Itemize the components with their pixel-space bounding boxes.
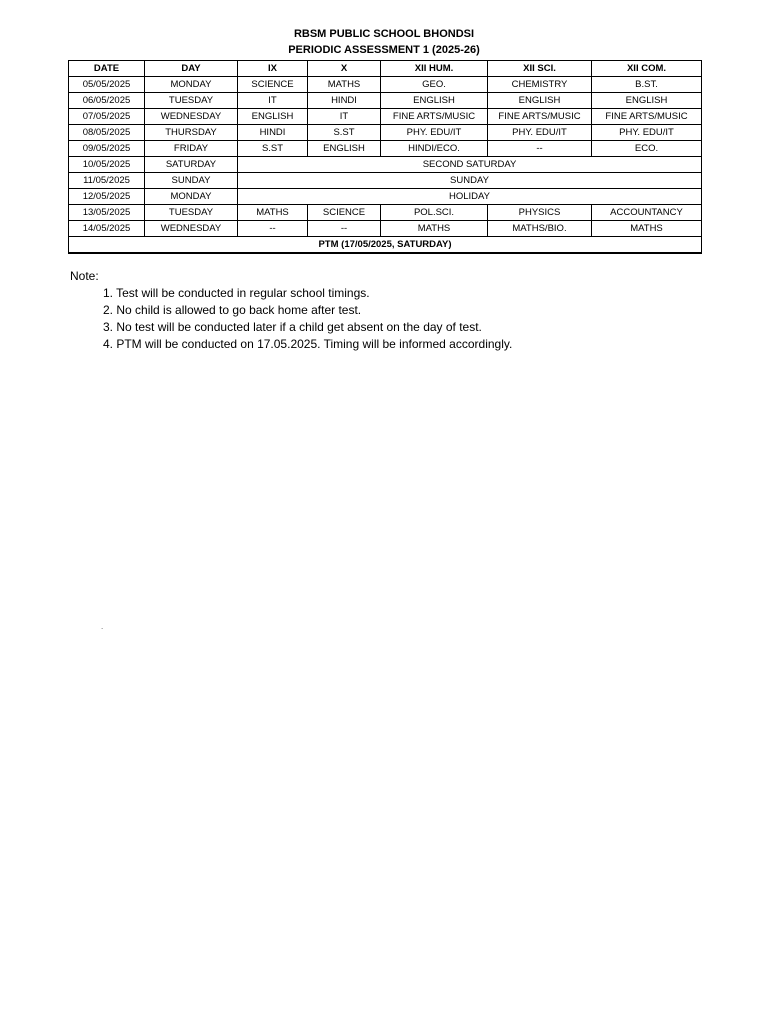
- day-cell: MONDAY: [145, 77, 238, 93]
- table-header-row: [69, 61, 702, 77]
- exam-title: PERIODIC ASSESSMENT 1 (2025-26): [288, 44, 480, 56]
- note-item: 2. No child is allowed to go back home after test.: [103, 303, 362, 317]
- day-cell: SATURDAY: [145, 157, 238, 173]
- table-row: [69, 205, 702, 221]
- date-cell: 06/05/2025: [69, 93, 145, 109]
- subject-cell: S.ST: [238, 141, 308, 157]
- subject-cell: ECO.: [592, 141, 702, 157]
- subject-cell: MATHS: [592, 221, 702, 237]
- note-label: Note:: [70, 269, 99, 283]
- date-cell: 11/05/2025: [69, 173, 145, 189]
- column-header-ix: IX: [238, 61, 308, 77]
- day-cell: SUNDAY: [145, 173, 238, 189]
- subject-cell: PHY. EDU/IT: [381, 125, 488, 141]
- subject-cell: POL.SCI.: [381, 205, 488, 221]
- day-cell: FRIDAY: [145, 141, 238, 157]
- date-cell: 05/05/2025: [69, 77, 145, 93]
- date-cell: 09/05/2025: [69, 141, 145, 157]
- notes-list: [103, 285, 512, 353]
- subject-cell: CHEMISTRY: [488, 77, 592, 93]
- day-cell: MONDAY: [145, 189, 238, 205]
- date-cell: 14/05/2025: [69, 221, 145, 237]
- subject-cell: MATHS/BIO.: [488, 221, 592, 237]
- column-header-x: X: [308, 61, 381, 77]
- subject-cell: PHYSICS: [488, 205, 592, 221]
- day-cell: THURSDAY: [145, 125, 238, 141]
- day-cell: WEDNESDAY: [145, 221, 238, 237]
- column-header-xii-hum: XII HUM.: [381, 61, 488, 77]
- subject-cell: ENGLISH: [592, 93, 702, 109]
- table-row: [69, 109, 702, 125]
- subject-cell: SCIENCE: [308, 205, 381, 221]
- subject-cell: --: [488, 141, 592, 157]
- subject-cell: --: [238, 221, 308, 237]
- merged-note-cell: SECOND SATURDAY: [238, 157, 702, 173]
- subject-cell: --: [308, 221, 381, 237]
- column-header-xii-sci: XII SCI.: [488, 61, 592, 77]
- table-row: [69, 157, 702, 173]
- document-header: [0, 26, 768, 58]
- subject-cell: ENGLISH: [308, 141, 381, 157]
- subject-cell: ACCOUNTANCY: [592, 205, 702, 221]
- subject-cell: ENGLISH: [381, 93, 488, 109]
- note-item: 3. No test will be conducted later if a child get absent on the day of test.: [103, 320, 482, 334]
- subject-cell: ENGLISH: [238, 109, 308, 125]
- subject-cell: HINDI/ECO.: [381, 141, 488, 157]
- table-row: [69, 77, 702, 93]
- table-row: [69, 221, 702, 237]
- date-cell: 13/05/2025: [69, 205, 145, 221]
- note-item: 1. Test will be conducted in regular school timings.: [103, 286, 370, 300]
- table-row: [69, 189, 702, 205]
- table-row: [69, 173, 702, 189]
- subject-cell: FINE ARTS/MUSIC: [381, 109, 488, 125]
- merged-note-cell: HOLIDAY: [238, 189, 702, 205]
- stray-mark: .: [101, 622, 104, 631]
- subject-cell: FINE ARTS/MUSIC: [592, 109, 702, 125]
- subject-cell: PHY. EDU/IT: [592, 125, 702, 141]
- school-name: RBSM PUBLIC SCHOOL BHONDSI: [293, 28, 475, 40]
- subject-cell: IT: [238, 93, 308, 109]
- table-row: [69, 93, 702, 109]
- subject-cell: IT: [308, 109, 381, 125]
- merged-note-cell: SUNDAY: [238, 173, 702, 189]
- day-cell: WEDNESDAY: [145, 109, 238, 125]
- subject-cell: ENGLISH: [488, 93, 592, 109]
- column-header-date: DATE: [69, 61, 145, 77]
- table-row: [69, 141, 702, 157]
- date-cell: 07/05/2025: [69, 109, 145, 125]
- date-cell: 10/05/2025: [69, 157, 145, 173]
- date-cell: 08/05/2025: [69, 125, 145, 141]
- date-cell: 12/05/2025: [69, 189, 145, 205]
- day-cell: TUESDAY: [145, 205, 238, 221]
- column-header-xii-com: XII COM.: [592, 61, 702, 77]
- subject-cell: PHY. EDU/IT: [488, 125, 592, 141]
- subject-cell: FINE ARTS/MUSIC: [488, 109, 592, 125]
- subject-cell: MATHS: [238, 205, 308, 221]
- subject-cell: MATHS: [381, 221, 488, 237]
- day-cell: TUESDAY: [145, 93, 238, 109]
- note-item: 4. PTM will be conducted on 17.05.2025. Timing will be informed accordingly.: [103, 337, 513, 351]
- subject-cell: HINDI: [238, 125, 308, 141]
- subject-cell: SCIENCE: [238, 77, 308, 93]
- ptm-cell: PTM (17/05/2025, SATURDAY): [69, 237, 702, 254]
- exam-schedule-table: [68, 60, 702, 254]
- subject-cell: B.ST.: [592, 77, 702, 93]
- subject-cell: MATHS: [308, 77, 381, 93]
- subject-cell: S.ST: [308, 125, 381, 141]
- subject-cell: HINDI: [308, 93, 381, 109]
- subject-cell: GEO.: [381, 77, 488, 93]
- table-row: [69, 125, 702, 141]
- ptm-row: [69, 237, 702, 254]
- column-header-day: DAY: [145, 61, 238, 77]
